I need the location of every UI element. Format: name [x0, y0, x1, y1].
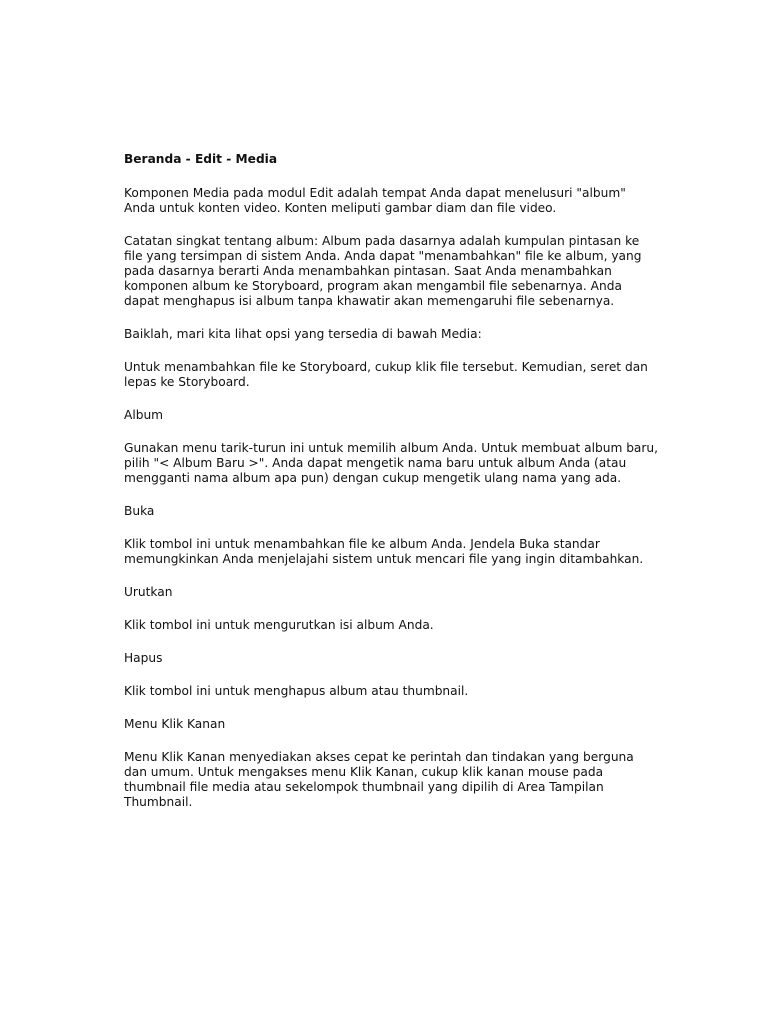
section-body-buka: Klik tombol ini untuk menambahkan file ke album Anda. Jendela Buka standar memungkinkan Anda menjelajahi sistem untuk mencari file yang ingin ditambahkan. — [124, 537, 644, 566]
album-note-paragraph: Catatan singkat tentang album: Album pada dasarnya adalah kumpulan pintasan ke file yang tersimpan di sistem Anda. Anda dapat "menambahkan" file ke album, yang pada dasarnya berarti Anda menambahkan pintasan. Saat Anda menambahkan komponen album ke Storyboard, program akan mengambil file sebenarnya. Anda dapat menghapus isi album tanpa khawatir akan memengaruhi file sebenarnya. — [124, 234, 642, 308]
section-heading-menu-klik-kanan: Menu Klik Kanan — [124, 717, 226, 731]
section-body-urutkan: Klik tombol ini untuk mengurutkan isi album Anda. — [124, 618, 434, 632]
section-heading-album: Album — [124, 408, 164, 422]
section-heading-urutkan: Urutkan — [124, 585, 173, 599]
section-heading-hapus: Hapus — [124, 651, 163, 665]
section-body-hapus: Klik tombol ini untuk menghapus album atau thumbnail. — [124, 684, 469, 698]
page-title: Beranda - Edit - Media — [124, 152, 278, 166]
storyboard-instruction-paragraph: Untuk menambahkan file ke Storyboard, cukup klik file tersebut. Kemudian, seret dan lepas ke Storyboard. — [124, 360, 648, 389]
intro-paragraph: Komponen Media pada modul Edit adalah tempat Anda dapat menelusuri "album" Anda untuk konten video. Konten meliputi gambar diam dan file video. — [124, 186, 626, 215]
section-heading-buka: Buka — [124, 504, 155, 518]
section-body-menu-klik-kanan: Menu Klik Kanan menyediakan akses cepat ke perintah dan tindakan yang berguna dan umum. Untuk mengakses menu Klik Kanan, cukup klik kanan mouse pada thumbnail file media atau sekelompok thumbnail yang dipilih di Area Tampilan Thumbnail. — [124, 750, 634, 809]
options-intro-paragraph: Baiklah, mari kita lihat opsi yang tersedia di bawah Media: — [124, 327, 482, 341]
document-page — [124, 152, 659, 828]
section-body-album: Gunakan menu tarik-turun ini untuk memilih album Anda. Untuk membuat album baru, pilih "< Album Baru >". Anda dapat mengetik nama baru untuk album Anda (atau mengganti nama album apa pun) dengan cukup mengetik ulang nama yang ada. — [124, 441, 659, 485]
